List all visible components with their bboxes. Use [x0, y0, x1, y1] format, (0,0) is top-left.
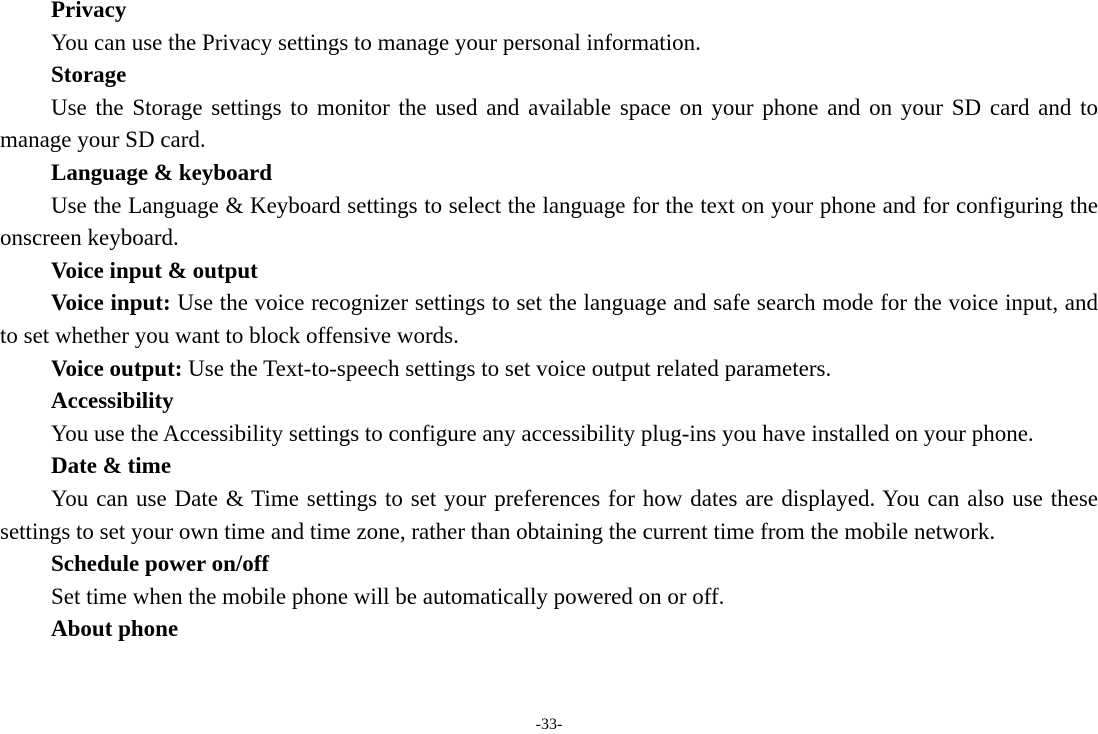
- voice-input-label: Voice input:: [51, 290, 171, 316]
- storage-paragraph: Use the Storage settings to monitor the used and available space on your phone and on your SD card and to manage your SD card.: [0, 94, 1098, 153]
- voice-input-output-heading: Voice input & output: [51, 257, 258, 283]
- language-keyboard-paragraph: Use the Language & Keyboard settings to select the language for the text on your phone and for configuring the onscreen keyboard.: [0, 192, 1098, 251]
- language-keyboard-heading: Language & keyboard: [51, 159, 273, 185]
- schedule-power-paragraph: Set time when the mobile phone will be automatically powered on or off.: [51, 583, 725, 609]
- voice-output-label: Voice output:: [51, 355, 183, 381]
- schedule-power-heading: Schedule power on/off: [51, 551, 270, 577]
- date-time-heading: Date & time: [51, 453, 172, 479]
- privacy-heading: Privacy: [51, 0, 127, 22]
- about-phone-heading: About phone: [51, 616, 179, 642]
- voice-input-text: Use the voice recognizer settings to set the language and safe search mode for the voice input, and to set whether you want to block offensive words.: [0, 290, 1098, 348]
- accessibility-heading: Accessibility: [51, 388, 174, 414]
- voice-output-paragraph: [0, 353, 1098, 386]
- privacy-paragraph: You can use the Privacy settings to manage your personal information.: [51, 29, 701, 55]
- storage-heading: Storage: [51, 62, 127, 88]
- date-time-paragraph: You can use Date & Time settings to set your preferences for how dates are displayed. You can also use these settings to set your own time and time zone, rather than obtaining the current time from the mobile network.: [0, 485, 1098, 544]
- page-number: -33-: [535, 716, 563, 733]
- voice-output-text: Use the Text-to-speech settings to set voice output related parameters.: [182, 355, 832, 381]
- voice-input-paragraph: [0, 287, 1098, 352]
- accessibility-paragraph: You use the Accessibility settings to configure any accessibility plug-ins you have installed on your phone.: [51, 420, 1034, 446]
